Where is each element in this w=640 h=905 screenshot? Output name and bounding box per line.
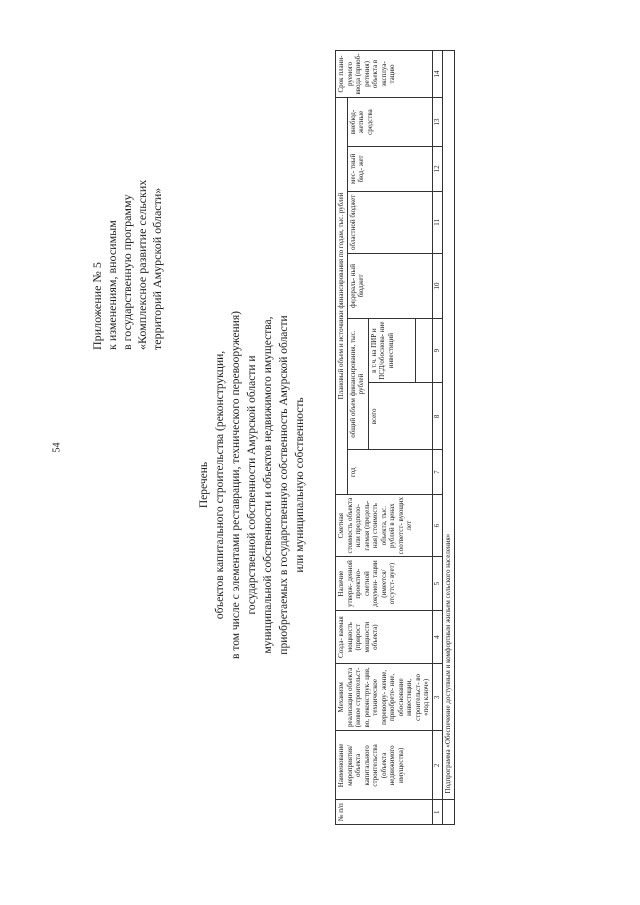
- subprogram-row: [442, 51, 454, 825]
- column-number: 2: [432, 731, 442, 800]
- header-cell-extra: внебюд- жетные средства: [347, 97, 432, 146]
- title-line: или муниципальную собственность: [294, 397, 306, 573]
- column-number: 13: [432, 97, 442, 146]
- column-number: 4: [432, 610, 442, 664]
- header-cell-local: мес- тный бюд- жет: [347, 147, 432, 192]
- title-line: государственной собственности Амурской области и: [246, 355, 258, 615]
- title-line: приобретаемых в государственную собственность Амурской области: [278, 315, 290, 655]
- header-cell-total: всего: [368, 383, 432, 450]
- page-number: 54: [51, 442, 63, 453]
- column-number: 7: [432, 450, 442, 495]
- title-line: в том числе с элементами реставрации, технического перевооружения): [230, 311, 242, 659]
- header-row: [336, 51, 348, 825]
- appendix-line: территорий Амурской области»: [150, 187, 164, 350]
- subprogram-num-cell: [442, 800, 454, 825]
- header-cell-deadline: Срок плани- руемого ввода (приоб- ретения) объекта в эксплуа- тацию: [336, 51, 433, 98]
- appendix-line: Приложение № 5: [90, 262, 104, 350]
- subprogram-title: Подпрограмма «Обеспечение доступным и комфортным жильем сельского населения»: [442, 51, 454, 800]
- appendix-note: [90, 50, 165, 350]
- title-line: муниципальной собственности и объектов недвижимого имущества,: [262, 316, 274, 654]
- header-cell-name: Наименование мероприятия/ объекта капитального строительства (объекта недвижимого имущества): [336, 731, 433, 800]
- appendix-line: «Комплексное развитие сельских: [135, 179, 149, 350]
- header-cell-pir-empty: [415, 318, 432, 383]
- column-number: 1: [432, 800, 442, 825]
- header-cell-plan: Плановый объем и источники финансирования по годам, тыс. рублей: [336, 97, 348, 494]
- column-number: 9: [432, 318, 442, 383]
- appendix-line: в государственную программу: [120, 194, 134, 350]
- header-cell-num: № п/п: [336, 800, 433, 825]
- title-line: Перечень: [198, 461, 210, 509]
- header-cell-total-funding: общий объем финансирования, тыс. рублей: [347, 318, 368, 450]
- column-number: 8: [432, 383, 442, 450]
- column-number: 5: [432, 557, 442, 611]
- header-cell-mechanism: Механизм реализации объекта (новое строительст- во, реконструк- ция, техническое перевоору- жение, приобрете- ние, обоснование инвестиции, строительст- во «под ключ»): [336, 664, 433, 731]
- header-cell-documentation: Наличие утверж- денной проектно- сметной докумен- тации (имеется/ отсутст- вует): [336, 557, 433, 611]
- objects-table: [335, 50, 455, 825]
- column-number: 12: [432, 147, 442, 192]
- column-numbers-row: [432, 51, 442, 825]
- column-number: 6: [432, 494, 442, 556]
- header-cell-year: год: [347, 450, 432, 495]
- header-cell-pir: в т.ч. на ПИР и ПСД/обоснова- ние инвестиций: [368, 318, 415, 383]
- column-number: 11: [432, 191, 442, 253]
- column-number: 10: [432, 254, 442, 319]
- appendix-line: к изменениям, вносимым: [105, 220, 119, 350]
- column-number: 14: [432, 51, 442, 98]
- header-cell-capacity: Созда- ваемая мощность (прирост мощности объекта): [336, 610, 433, 664]
- title-line: объектов капитального строительства (реконструкции,: [214, 350, 226, 620]
- header-cell-regional: областной бюджет: [347, 191, 432, 253]
- column-number: 3: [432, 664, 442, 731]
- document-title: [196, 155, 308, 815]
- header-cell-cost: Сметная стоимость объекта или предполо- гаемая (предель- ная) стоимость объекта, тыс. рублей в ценах соответст- вующих лет: [336, 494, 433, 556]
- header-cell-federal: федераль- ный бюджет: [347, 254, 432, 319]
